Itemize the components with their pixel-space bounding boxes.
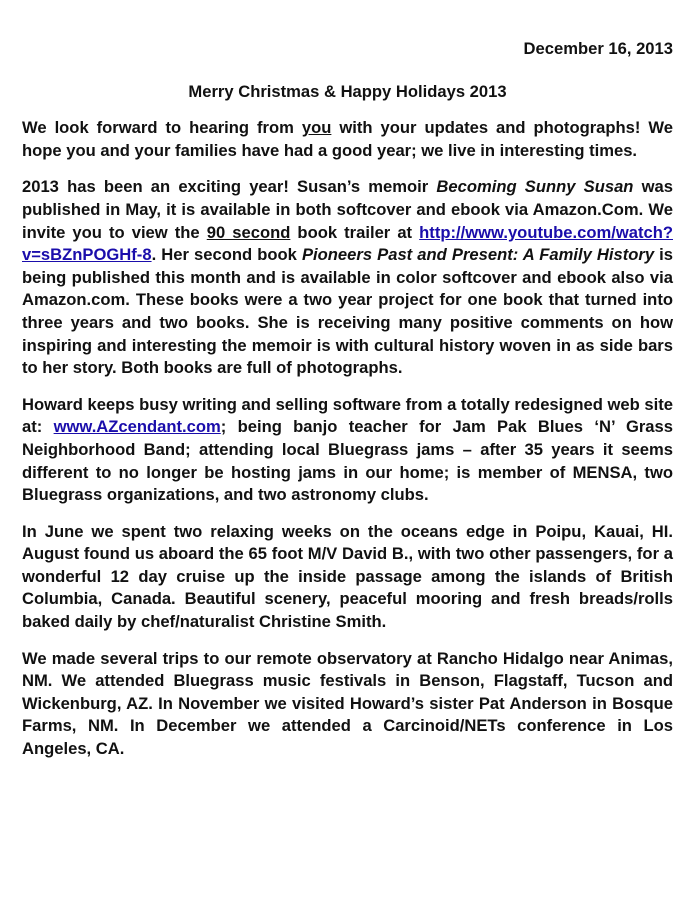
howard-text-a: Howard keeps busy writing and selling software from a totally redesigned web site at: <box>22 394 673 437</box>
howard-text-b: ; being banjo teacher for Jam Pak Blues ‘N’ Grass Neighborhood Band; attending local Bluegrass jams – after 35 years it seems different to no longer be hosting jams in our home; is member of MENSA, two Bluegrass organizations, and two astronomy clubs. <box>22 417 673 505</box>
intro-text-b: with your updates and photographs! We hope you and your families have had a good year; we live in interesting times. <box>22 118 674 160</box>
books-text-d: . Her second book <box>151 245 302 265</box>
book-title-memoir: Becoming Sunny Susan <box>436 177 634 197</box>
book-title-pioneers: Pioneers Past and Present: A Family History <box>301 245 655 265</box>
books-text-a: 2013 has been an exciting year! Susan’s memoir <box>22 177 437 197</box>
books-text-c: book trailer at <box>290 222 420 242</box>
intro-text-a: We look forward to hearing from <box>22 118 302 138</box>
youtube-trailer-link[interactable]: http://www.youtube.com/watch?v=sBZnPOGHf-8 <box>22 222 673 265</box>
ninety-second-underlined: 90 second <box>206 222 291 242</box>
paragraph-howard <box>22 394 673 507</box>
letter-page <box>22 38 673 775</box>
paragraph-trips: We made several trips to our remote observatory at Rancho Hidalgo near Animas, NM. We attended Bluegrass music festivals in Benson, Flagstaff, Tucson and Wickenburg, AZ. In November we visited Howard’s sister Pat Anderson in Bosque Farms, NM. In December we attended a Carcinoid/NETs conference in Los Angeles, CA. <box>22 648 673 759</box>
letter-date: December 16, 2013 <box>523 39 673 58</box>
letter-greeting: Merry Christmas & Happy Holidays 2013 <box>188 81 507 101</box>
paragraph-travel: In June we spent two relaxing weeks on the oceans edge in Poipu, Kauai, HI. August found us aboard the 65 foot M/V David B., with two other passengers, for a wonderful 12 day cruise up the inside passage among the islands of British Columbia, Canada. Beautiful scenery, peaceful mooring and fresh breads/rolls baked daily by chef/naturalist Christine Smith. <box>22 521 673 632</box>
paragraph-books <box>22 176 673 379</box>
paragraph-intro <box>22 117 673 162</box>
books-text-e: is being published this month and is available in color softcover and ebook also via Amazon.com. These books were a two year project for one book that turned into three years and two books. She is receiving many positive comments on how inspiring and interesting the memoir is with cultural history woven in as side bars to her story. Both books are full of photographs. <box>22 245 673 378</box>
azcendant-website-link[interactable]: www.AZcendant.com <box>53 417 221 437</box>
intro-you-underlined: you <box>301 118 332 138</box>
books-text-b: was published in May, it is available in both softcover and ebook via Amazon.Com. We invite you to view the <box>22 177 673 242</box>
